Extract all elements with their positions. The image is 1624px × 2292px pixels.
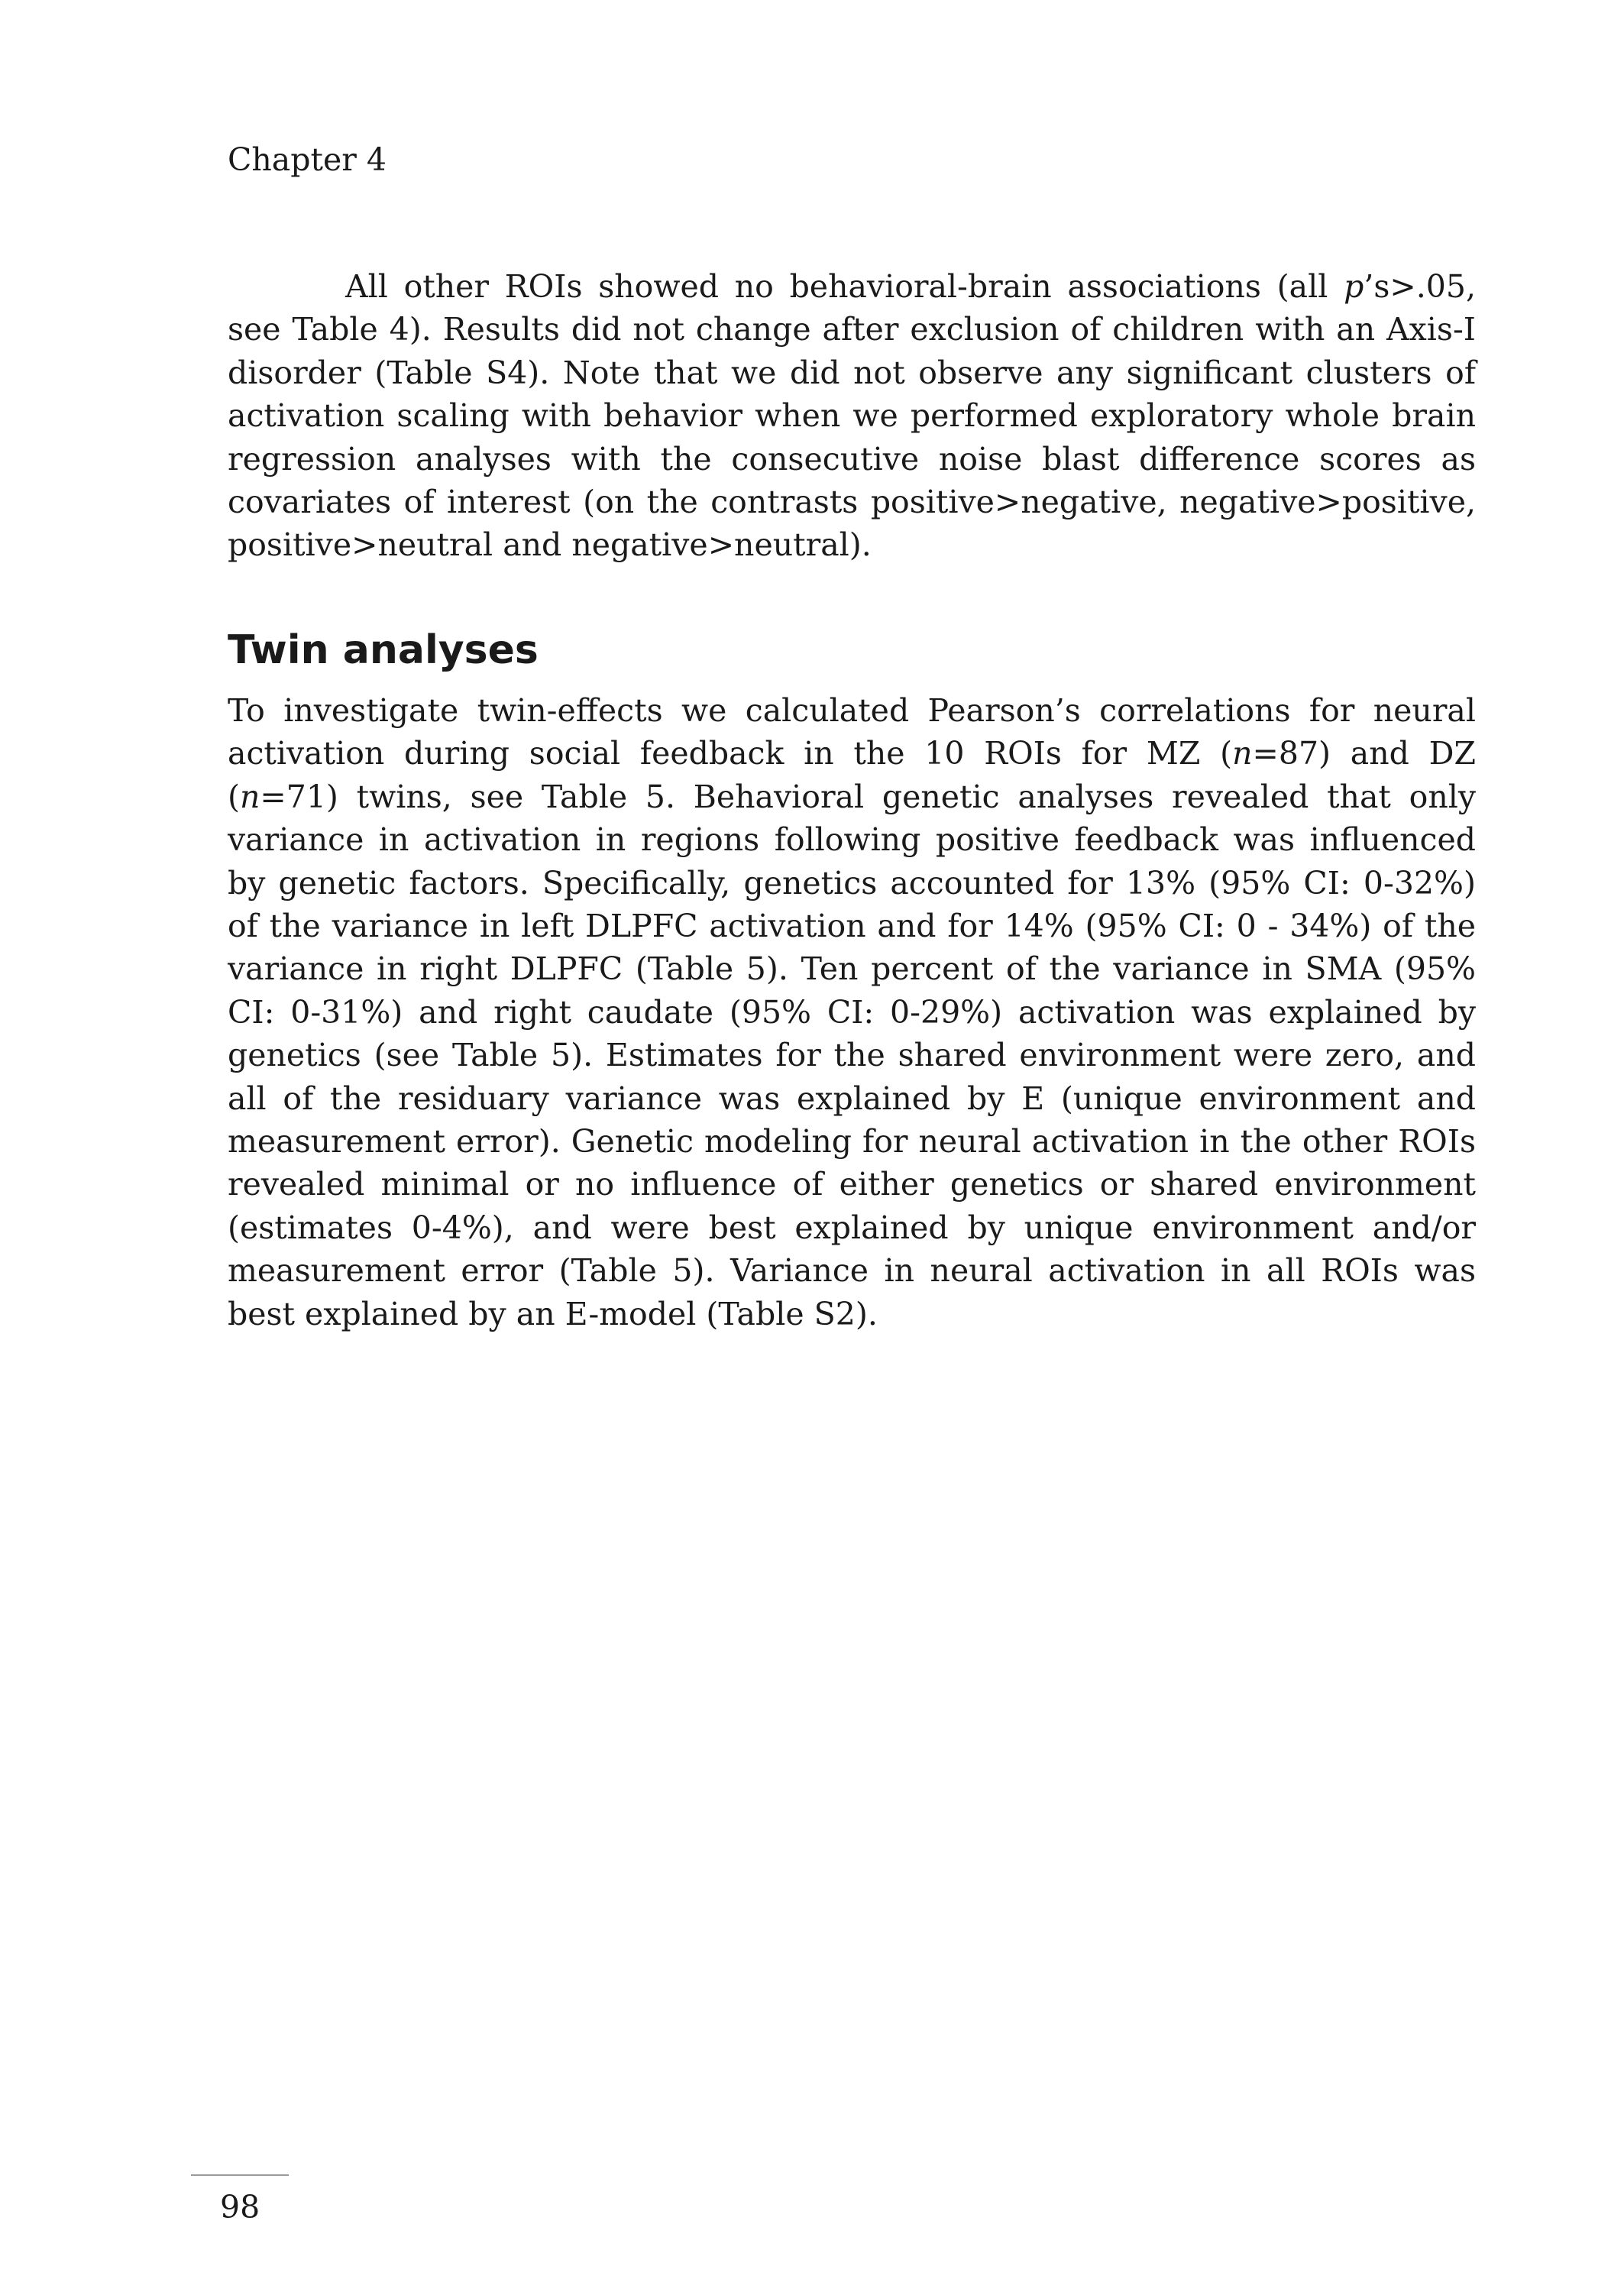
paragraph-1-text-b: ’s>.05, see Table 4). Results did not change after exclusion of children with an Axis-I disorder (Table S4). Note that we did not observe any significant clusters of activation scaling with behavior when we performed exploratory whole brain regression analyses with the consecutive noise blast difference scores as covariates of interest (on the contrasts positive>negative, negative>positive, positive>neutral and negative>neutral). [228,268,1476,564]
paragraph-roi-associations [228,265,1476,567]
paragraph-twin-analyses [228,689,1476,1335]
paragraph-2-text-b: =87) and DZ ( [228,735,1476,815]
sample-size-symbol-mz: n [1232,735,1253,772]
paragraph-2-text-a: To investigate twin-effects we calculated Pearson’s correlations for neural activation during social feedback in the 10 ROIs for MZ ( [228,692,1476,772]
section-heading-twin-analyses: Twin analyses [228,627,539,673]
p-value-symbol: p [1344,268,1364,305]
paragraph-2-text-c: =71) twins, see Table 5. Behavioral genetic analyses revealed that only variance in activation in regions following positive feedback was influenced by genetic factors. Specifically, genetics accounted for 13% (95% CI: 0-32%) of the variance in left DLPFC activation and for 14% (95% CI: 0 - 34%) of the variance in right DLPFC (Table 5). Ten percent of the variance in SMA (95% CI: 0-31%) and right caudate (95% CI: 0-29%) activation was explained by genetics (see Table 5). Estimates for the shared environment were zero, and all of the residuary variance was explained by E (unique environment and measurement error). Genetic modeling for neural activation in the other ROIs revealed minimal or no influence of either genetics or shared environment (estimates 0-4%), and were best explained by unique environment and/or measurement error (Table 5). Variance in neural activation in all ROIs was best explained by an E-model (Table S2). [228,778,1476,1332]
sample-size-symbol-dz: n [240,778,260,815]
paragraph-1-text-a: All other ROIs showed no behavioral-brain associations (all [345,268,1344,305]
page-number: 98 [220,2189,260,2226]
running-head: Chapter 4 [228,141,387,178]
footer-rule [191,2174,289,2176]
